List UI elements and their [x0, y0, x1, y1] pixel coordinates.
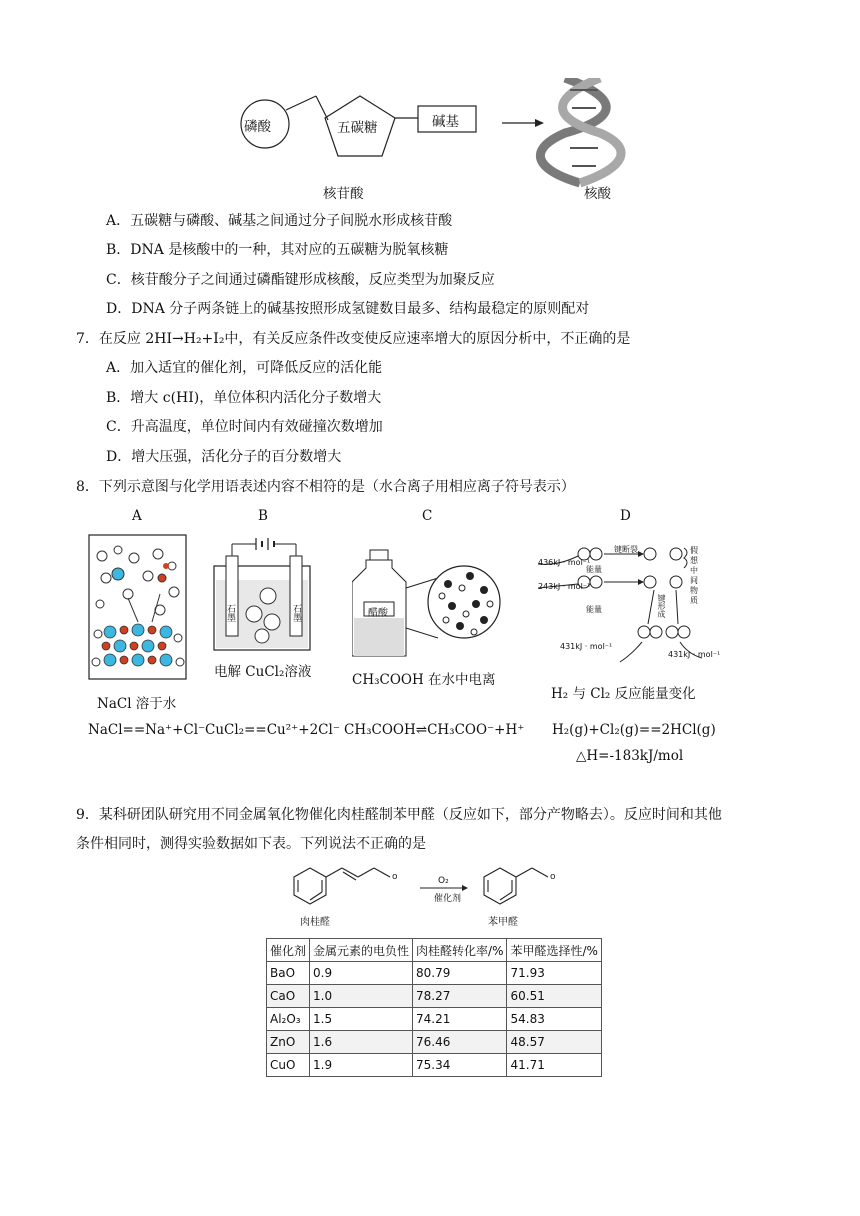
- q8-letter-c: C: [422, 508, 433, 524]
- nucleotide-figure: [230, 78, 630, 202]
- fig-d-e2: 243kJ · mol⁻¹: [538, 582, 591, 591]
- table-cell: 1.9: [310, 1054, 413, 1077]
- sugar-label: 五碳糖: [337, 120, 378, 136]
- equation-b: CuCl₂==Cu²⁺+2Cl⁻: [205, 722, 340, 738]
- table-cell: 54.83: [507, 1008, 601, 1031]
- table-cell: 1.6: [310, 1031, 413, 1054]
- nucleotide-caption: 核苷酸: [323, 186, 364, 202]
- table-cell: ZnO: [267, 1031, 310, 1054]
- table-row: [267, 1031, 602, 1054]
- fig-d-energy-1: 能量: [586, 565, 602, 574]
- nacl-dissolve-figure: [88, 534, 188, 682]
- electrolysis-figure: [212, 536, 312, 654]
- q8-letter-a: A: [132, 508, 142, 524]
- caption-d: H₂ 与 Cl₂ 反应能量变化: [551, 686, 696, 702]
- table-row: [267, 985, 602, 1008]
- caption-a: NaCl 溶于水: [97, 696, 177, 712]
- table-cell: 74.21: [413, 1008, 507, 1031]
- table-row: [267, 1054, 602, 1077]
- dna-helix-icon: [540, 78, 621, 183]
- fig-d-hypo: 假想中间物质: [690, 546, 698, 605]
- table-cell: 48.57: [507, 1031, 601, 1054]
- fig-d-energy-2: 能量: [586, 605, 602, 614]
- q7-stem: 7．在反应 2HI→H₂+I₂中，有关反应条件改变使反应速率增大的原因分析中，不正确的是: [76, 331, 631, 347]
- table-cell: 71.93: [507, 962, 601, 985]
- fig-b-right-electrode: 石墨: [291, 604, 301, 622]
- q7-option-c: C．升高温度，单位时间内有效碰撞次数增加: [106, 419, 383, 435]
- reactant-name: 肉桂醛: [300, 917, 330, 928]
- q8-stem: 8．下列示意图与化学用语表述内容不相符的是（水合离子用相应离子符号表示）: [76, 479, 575, 495]
- equation-d-enthalpy: △H=-183kJ/mol: [576, 748, 684, 764]
- table-header-cell: 金属元素的电负性: [310, 939, 413, 962]
- reaction-catalyst: 催化剂: [434, 894, 462, 904]
- table-cell: CuO: [267, 1054, 310, 1077]
- q7-option-a: A．加入适宜的催化剂，可降低反应的活化能: [106, 360, 383, 376]
- fig-d-break: 键断裂: [614, 545, 638, 554]
- table-cell: 80.79: [413, 962, 507, 985]
- table-row: [267, 1008, 602, 1031]
- q7-option-d: D．增大压强，活化分子的百分数增大: [106, 449, 342, 465]
- fig-d-e3: 431kJ · mol⁻¹: [560, 642, 613, 651]
- table-cell: 1.0: [310, 985, 413, 1008]
- caption-b: 电解 CuCl₂溶液: [214, 664, 312, 680]
- q9-stem-line1: 9．某科研团队研究用不同金属氧化物催化肉桂醛制苯甲醛（反应如下，部分产物略去）。反应时间和其他: [76, 807, 722, 823]
- fig-d-form: 键形成: [657, 594, 666, 618]
- table-header-row: [267, 939, 602, 962]
- table-cell: 75.34: [413, 1054, 507, 1077]
- equation-a: NaCl==Na⁺+Cl⁻: [88, 722, 206, 738]
- table-header-cell: 苯甲醛选择性/%: [507, 939, 601, 962]
- table-cell: 0.9: [310, 962, 413, 985]
- phosphate-label: 磷酸: [244, 119, 271, 135]
- q9-stem-line2: 条件相同时，测得实验数据如下表。下列说法不正确的是: [76, 836, 426, 852]
- q6-option-d: D．DNA 分子两条链上的碱基按照形成氢键数目最多、结构最稳定的原则配对: [106, 301, 590, 317]
- table-cell: 41.71: [507, 1054, 601, 1077]
- caption-c: CH₃COOH 在水中电离: [352, 672, 496, 688]
- fig-d-e1: 436kJ · mol⁻¹: [538, 558, 591, 567]
- catalyst-data-table: [266, 938, 602, 1077]
- base-label: 碱基: [432, 114, 459, 130]
- fig-d-e4: 431kJ · mol⁻¹: [668, 650, 721, 659]
- table-cell: 78.27: [413, 985, 507, 1008]
- svg-text:o: o: [550, 872, 556, 882]
- table-cell: CaO: [267, 985, 310, 1008]
- nucleic-acid-caption: 核酸: [584, 186, 611, 202]
- equation-d: H₂(g)+Cl₂(g)==2HCl(g): [552, 722, 716, 738]
- svg-text:o: o: [392, 872, 398, 882]
- table-header-cell: 催化剂: [267, 939, 310, 962]
- fig-c-bottle-label: 醋酸: [368, 608, 388, 619]
- q6-option-a: A．五碳糖与磷酸、碱基之间通过分子间脱水形成核苷酸: [106, 213, 453, 229]
- q8-letter-d: D: [620, 508, 631, 524]
- q6-option-c: C．核苷酸分子之间通过磷酯键形成核酸，反应类型为加聚反应: [106, 272, 495, 288]
- q8-letter-b: B: [258, 508, 268, 524]
- table-cell: 1.5: [310, 1008, 413, 1031]
- product-name: 苯甲醛: [488, 917, 518, 928]
- q7-option-b: B．增大 c(HI)，单位体积内活化分子数增大: [106, 390, 382, 406]
- table-cell: BaO: [267, 962, 310, 985]
- table-cell: Al₂O₃: [267, 1008, 310, 1031]
- table-cell: 76.46: [413, 1031, 507, 1054]
- table-header-cell: 肉桂醛转化率/%: [413, 939, 507, 962]
- equation-c: CH₃COOH⇌CH₃COO⁻+H⁺: [344, 722, 525, 738]
- fig-b-left-electrode: 石墨: [225, 604, 235, 622]
- table-row: [267, 962, 602, 985]
- reaction-reagent: O₂: [438, 876, 449, 886]
- q6-option-b: B．DNA 是核酸中的一种，其对应的五碳糖为脱氧核糖: [106, 242, 449, 258]
- table-cell: 60.51: [507, 985, 601, 1008]
